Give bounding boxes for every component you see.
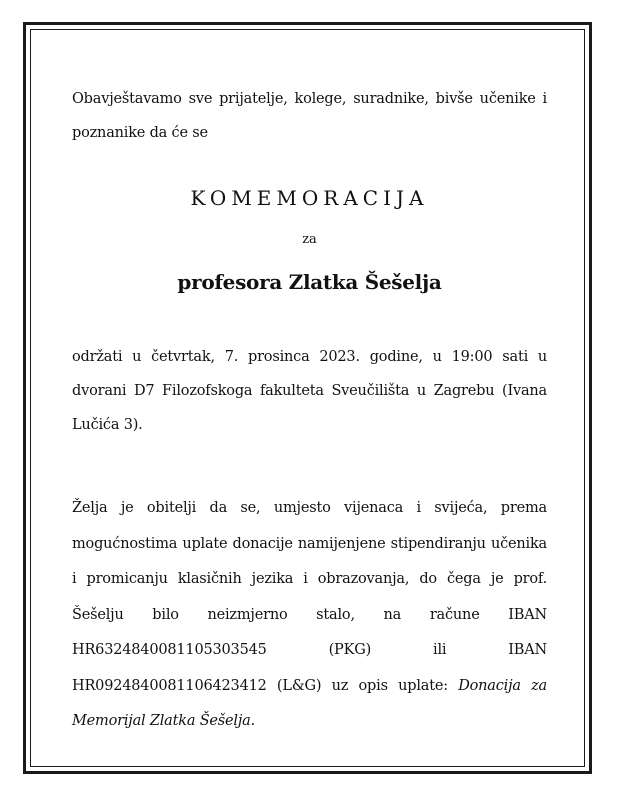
notice-title: KOMEMORACIJA [190, 186, 429, 210]
wish-section [72, 491, 547, 740]
wish-paragraph [72, 491, 547, 740]
wish-text: Želja je obitelji da se, umjesto vijenaca i svijeća, prema mogućnostima uplate donacije namijenjene stipendiranju učenika i promicanju klasičnih jezika i obrazovanja, do čega je prof. Šešelju bilo neizmjerno stalo, na račune IBAN HR6324840081105303545 (PKG) ili IBAN HR0924840081106423412 (L&G) uz opis uplate: [72, 500, 547, 694]
details-paragraph: održati u četvrtak, 7. prosinca 2023. godine, u 19:00 sati u dvorani D7 Filozofskoga fakulteta Sveučilišta u Zagrebu (Ivana Lučića 3). [72, 349, 547, 433]
intro-section [72, 82, 547, 150]
honoree-name: profesora Zlatka Šešelja [177, 270, 442, 294]
details-section [72, 340, 547, 442]
intro-paragraph: Obavještavamo sve prijatelje, kolege, suradnike, bivše učenike i poznanike da će se [72, 91, 547, 141]
payment-description: Donacija za Memorijal Zlatka Šešelja. [72, 677, 547, 729]
for-word: za [302, 232, 317, 247]
